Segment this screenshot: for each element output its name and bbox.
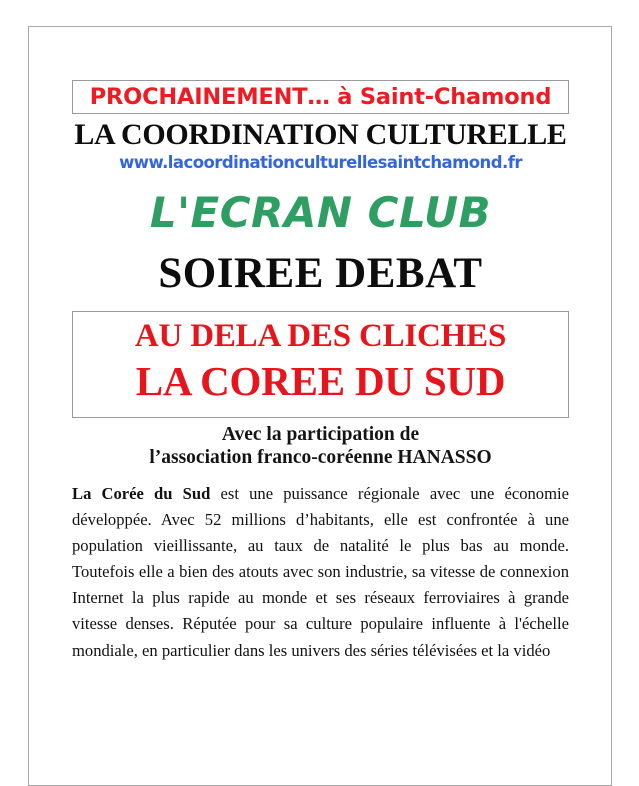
event-title-box	[72, 311, 569, 418]
event-type: SOIREE DEBAT	[158, 250, 483, 297]
participation-line-2: l’association franco-coréenne HANASSO	[149, 446, 492, 468]
announcement-banner	[72, 80, 569, 114]
participation-block	[72, 424, 569, 469]
body-paragraph-text: est une puissance régionale avec une économie développée. Avec 52 millions d’habitants, elle est confrontée à une population vieillissante, au taux de natalité le plus bas au monde. Toutefois elle a bien des atouts avec son industrie, sa vitesse de connexion Internet la plus rapide au monde et ses réseaux ferroviaires à grande vitesse denses. Réputée pour sa culture populaire influente à l'échelle mondiale, en particulier dans les univers des séries télévisées et la vidéo	[72, 484, 569, 660]
poster-content	[72, 80, 569, 680]
event-title-subtitle: AU DELA DES CLICHES	[134, 318, 507, 354]
body-lead-in: La Corée du Sud	[72, 484, 211, 504]
announcement-banner-text: PROCHAINEMENT… à Saint-Chamond	[89, 84, 552, 110]
club-name: L'ECRAN CLUB	[149, 188, 492, 237]
poster-page	[28, 26, 612, 786]
event-title-main: LA COREE DU SUD	[135, 358, 506, 404]
participation-line-1: Avec la participation de	[221, 424, 420, 445]
organisation-website[interactable]: www.lacoordinationculturellesaintchamond.fr	[119, 153, 522, 172]
body-paragraph	[72, 481, 569, 663]
organisation-name: LA COORDINATION CULTURELLE	[74, 118, 567, 151]
